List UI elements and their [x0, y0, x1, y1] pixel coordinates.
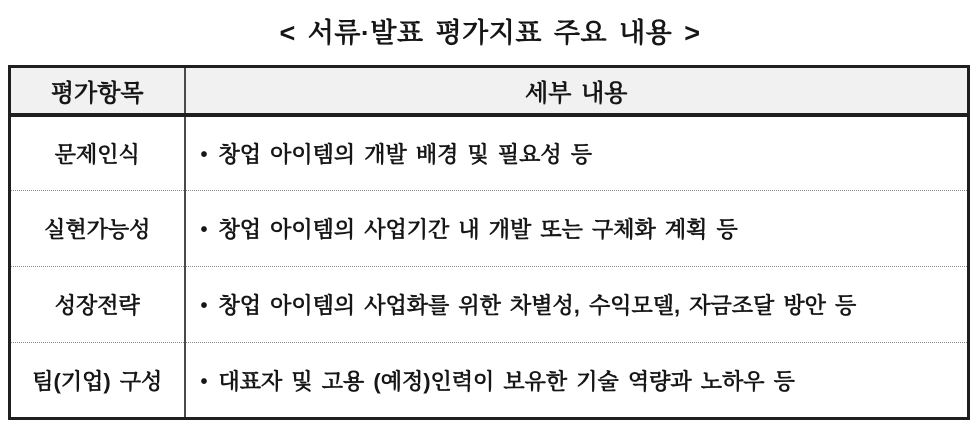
bullet-icon: • — [200, 370, 208, 393]
header-evaluation-item: 평가항목 — [10, 67, 185, 115]
detail-text: 창업 아이템의 개발 배경 및 필요성 등 — [218, 141, 592, 167]
table-row — [10, 267, 969, 343]
detail-cell — [185, 267, 969, 343]
header-detail-content: 세부 내용 — [185, 67, 969, 115]
detail-cell — [185, 191, 969, 267]
table-header-row — [10, 67, 969, 115]
bullet-icon: • — [200, 143, 208, 166]
bullet-icon: • — [200, 219, 208, 241]
evaluation-item-cell: 실현가능성 — [10, 191, 185, 267]
table-row — [10, 191, 969, 267]
detail-cell — [185, 343, 969, 419]
table-row — [10, 115, 969, 191]
table-row — [10, 343, 969, 419]
evaluation-table — [8, 65, 970, 420]
detail-text: 창업 아이템의 사업화를 위한 차별성, 수익모델, 자금조달 방안 등 — [218, 293, 857, 318]
page-title: < 서류·발표 평가지표 주요 내용 > — [279, 18, 701, 48]
detail-text: 대표자 및 고용 (예정)인력이 보유한 기술 역량과 노하우 등 — [218, 368, 795, 394]
evaluation-item-cell: 팀(기업) 구성 — [10, 343, 185, 419]
bullet-icon: • — [200, 295, 208, 317]
evaluation-item-cell: 문제인식 — [54, 141, 140, 167]
detail-cell — [185, 115, 969, 191]
detail-text: 창업 아이템의 사업기간 내 개발 또는 구체화 계획 등 — [218, 217, 738, 242]
evaluation-item-cell: 성장전략 — [10, 267, 185, 343]
